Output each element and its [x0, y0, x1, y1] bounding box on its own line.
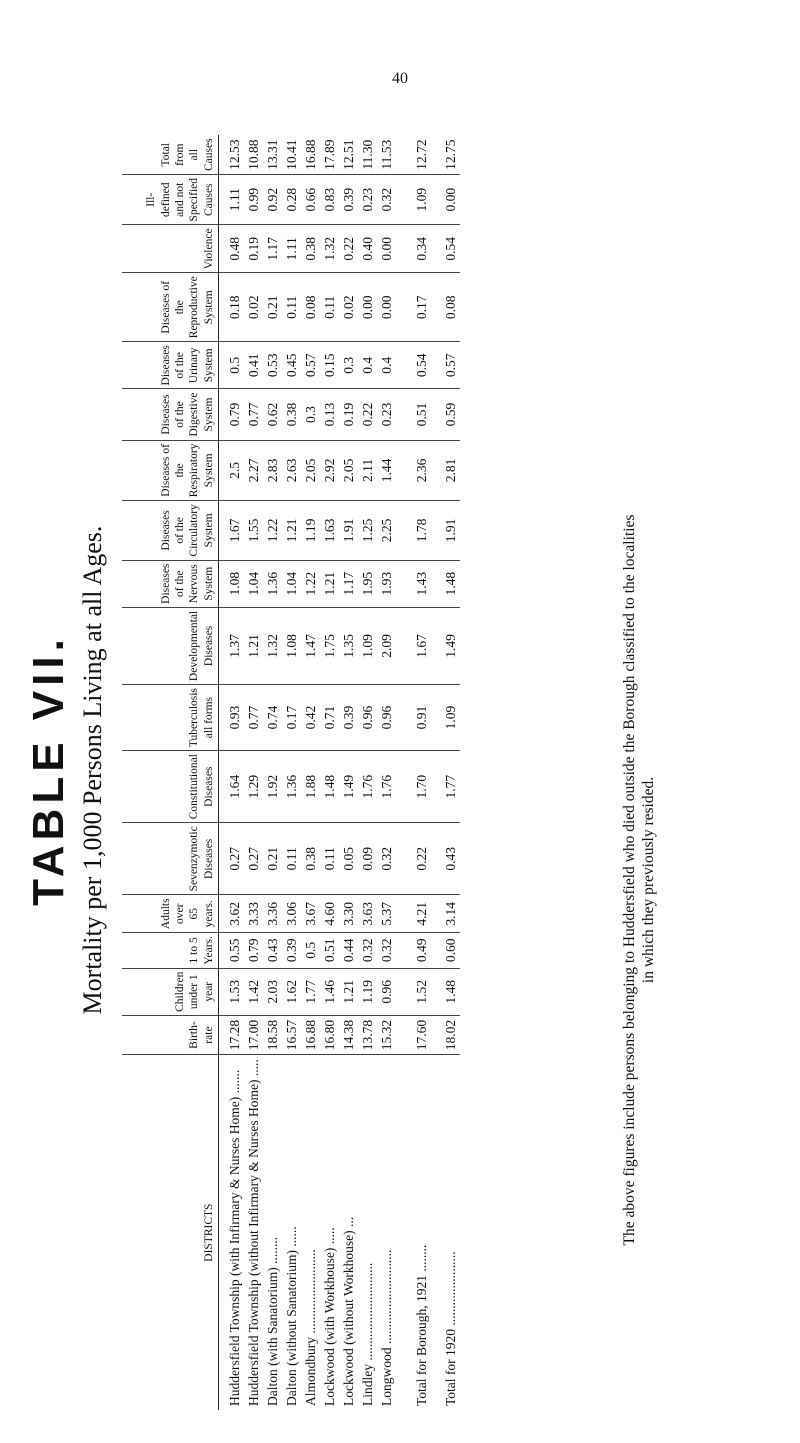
- column-header: Children under 1 year: [122, 968, 219, 1015]
- rate-cell: 0.09: [358, 823, 377, 895]
- rate-cell: 1.49: [339, 751, 358, 823]
- district-row: [377, 135, 396, 1410]
- district-name: Lockwood (with Workhouse) .....: [321, 1227, 337, 1406]
- header-row: [122, 135, 219, 1410]
- rate-cell: 3.63: [358, 895, 377, 933]
- rate-cell: 1.77: [301, 968, 320, 1015]
- districts-header: DISTRICTS: [122, 1055, 219, 1410]
- rate-cell: 1.09: [402, 175, 431, 225]
- column-header: Adults over 65 years.: [122, 895, 219, 933]
- district-name: Lockwood (without Workhouse) ...: [340, 1216, 356, 1406]
- rate-cell: 16.88: [301, 1015, 320, 1054]
- rate-cell: 1.08: [282, 607, 301, 684]
- rate-cell: 0.22: [402, 823, 431, 895]
- rate-cell: 1.67: [402, 607, 431, 684]
- rate-cell: 0.02: [339, 273, 358, 342]
- rate-cell: 0.53: [263, 342, 282, 389]
- column-header: Diseases of the Reproductive System: [122, 273, 219, 342]
- rate-cell: 1.44: [377, 440, 396, 501]
- rate-cell: 0.38: [301, 823, 320, 895]
- rate-cell: 0.21: [263, 273, 282, 342]
- rate-cell: 18.58: [263, 1015, 282, 1054]
- rate-cell: 0.57: [301, 342, 320, 389]
- rate-cell: 12.53: [219, 135, 245, 174]
- district-name: Huddersfield Township (with Infirmary & Nurses Home) .......: [226, 1069, 242, 1406]
- district-row: [263, 135, 282, 1410]
- rate-cell: 0.00: [358, 273, 377, 342]
- rate-cell: 12.75: [431, 135, 460, 174]
- district-row: [320, 135, 339, 1410]
- rate-cell: 0.23: [377, 389, 396, 440]
- rate-cell: 0.43: [263, 933, 282, 969]
- column-header: Constitutional Diseases: [122, 751, 219, 823]
- rate-cell: 0.83: [320, 175, 339, 225]
- footnote-line: in which they previously resided.: [640, 776, 658, 984]
- rate-cell: 1.09: [358, 607, 377, 684]
- rate-cell: 0.77: [244, 389, 263, 440]
- rate-cell: 1.76: [358, 751, 377, 823]
- rate-cell: 0.5: [301, 933, 320, 969]
- footnote-line: The above figures include persons belonging to Huddersfield who died outside the Borough classified to the localities: [621, 514, 638, 1246]
- rate-cell: 1.43: [402, 560, 431, 607]
- rate-cell: 1.76: [377, 751, 396, 823]
- rate-cell: 2.05: [301, 440, 320, 501]
- rate-cell: 13.31: [263, 135, 282, 174]
- rate-cell: 0.4: [377, 342, 396, 389]
- rate-cell: 0.71: [320, 685, 339, 751]
- rate-cell: 1.52: [402, 968, 431, 1015]
- footnote: [620, 350, 659, 1410]
- rate-cell: 0.93: [219, 685, 245, 751]
- table-title: TABLE VII.: [24, 634, 73, 906]
- total-row: [431, 135, 460, 1410]
- rate-cell: 0.40: [358, 225, 377, 273]
- rate-cell: 0.43: [431, 823, 460, 895]
- rate-cell: 2.63: [282, 440, 301, 501]
- rate-cell: 0.96: [377, 968, 396, 1015]
- page-number: 40: [392, 70, 408, 87]
- rate-cell: 1.32: [320, 225, 339, 273]
- rate-cell: 0.91: [402, 685, 431, 751]
- rate-cell: 1.04: [282, 560, 301, 607]
- column-header: Diseases of the Urinary System: [122, 342, 219, 389]
- rate-cell: 0.08: [301, 273, 320, 342]
- rate-cell: 11.53: [377, 135, 396, 174]
- district-name: Huddersfield Township (without Infirmary & Nurses Home) .....: [245, 1059, 261, 1406]
- rate-cell: 0.23: [358, 175, 377, 225]
- rate-cell: 0.42: [301, 685, 320, 751]
- rate-cell: 2.03: [263, 968, 282, 1015]
- rate-cell: 0.77: [244, 685, 263, 751]
- rate-cell: 0.55: [219, 933, 245, 969]
- rate-cell: 1.17: [263, 225, 282, 273]
- rate-cell: 1.21: [320, 560, 339, 607]
- rate-cell: 1.93: [377, 560, 396, 607]
- rate-cell: 0.59: [431, 389, 460, 440]
- rate-cell: 2.09: [377, 607, 396, 684]
- rate-cell: 0.27: [219, 823, 245, 895]
- rotated-table-page: [20, 120, 720, 1420]
- rate-cell: 1.95: [358, 560, 377, 607]
- district-name: Almondbury .........................: [302, 1249, 318, 1406]
- rate-cell: 0.32: [358, 933, 377, 969]
- rate-cell: 1.48: [320, 751, 339, 823]
- rate-cell: 0.54: [402, 342, 431, 389]
- rate-cell: 0.57: [431, 342, 460, 389]
- rate-cell: 17.60: [402, 1015, 431, 1054]
- rate-cell: 0.17: [402, 273, 431, 342]
- rate-cell: 0.3: [301, 389, 320, 440]
- rate-cell: 1.11: [219, 175, 245, 225]
- rate-cell: 0.39: [339, 685, 358, 751]
- rate-cell: 2.81: [431, 440, 460, 501]
- rate-cell: 1.19: [301, 501, 320, 560]
- rate-cell: 1.49: [431, 607, 460, 684]
- rate-cell: 1.75: [320, 607, 339, 684]
- district-row: [219, 135, 245, 1410]
- rate-cell: 0.51: [320, 933, 339, 969]
- rate-cell: 2.36: [402, 440, 431, 501]
- column-header: Developmental Diseases: [122, 607, 219, 684]
- rate-cell: 1.64: [219, 751, 245, 823]
- rate-cell: 1.37: [219, 607, 245, 684]
- rate-cell: 2.25: [377, 501, 396, 560]
- district-name: Total for Borough, 1921 ........: [413, 1244, 429, 1406]
- rate-cell: 10.88: [244, 135, 263, 174]
- rate-cell: 0.54: [431, 225, 460, 273]
- rate-cell: 1.91: [339, 501, 358, 560]
- rate-cell: 1.46: [320, 968, 339, 1015]
- rate-cell: 3.14: [431, 895, 460, 933]
- rate-cell: 0.62: [263, 389, 282, 440]
- rate-cell: 1.21: [282, 501, 301, 560]
- rate-cell: 13.78: [358, 1015, 377, 1054]
- column-header: Sevenzymotic Diseases: [122, 823, 219, 895]
- column-header: Diseases of the Digestive System: [122, 389, 219, 440]
- column-header: Ill-defined and not Specified Causes: [122, 175, 219, 225]
- district-name: Dalton (with Sanatorium) ........: [264, 1236, 280, 1406]
- total-row: [402, 135, 431, 1410]
- district-name: Lindley .............................: [359, 1262, 375, 1406]
- rate-cell: 1.63: [320, 501, 339, 560]
- rate-cell: 17.28: [219, 1015, 245, 1054]
- rate-cell: 1.47: [301, 607, 320, 684]
- rate-cell: 0.11: [320, 823, 339, 895]
- rate-cell: 3.33: [244, 895, 263, 933]
- rate-cell: 1.36: [282, 751, 301, 823]
- mortality-table: [122, 135, 460, 1410]
- rate-cell: 0.45: [282, 342, 301, 389]
- district-row: [301, 135, 320, 1410]
- district-row: [282, 135, 301, 1410]
- rate-cell: 11.30: [358, 135, 377, 174]
- rate-cell: 0.48: [219, 225, 245, 273]
- column-header: Diseases of the Nervous System: [122, 560, 219, 607]
- rate-cell: 1.32: [263, 607, 282, 684]
- rate-cell: 0.3: [339, 342, 358, 389]
- rate-cell: 0.96: [377, 685, 396, 751]
- rate-cell: 12.72: [402, 135, 431, 174]
- column-header: Birth-rate: [122, 1015, 219, 1054]
- rate-cell: 0.08: [431, 273, 460, 342]
- column-header: Diseases of the Circulatory System: [122, 501, 219, 560]
- rate-cell: 1.36: [263, 560, 282, 607]
- rate-cell: 0.49: [402, 933, 431, 969]
- rate-cell: 0.17: [282, 685, 301, 751]
- rate-cell: 1.21: [339, 968, 358, 1015]
- rate-cell: 3.67: [301, 895, 320, 933]
- rate-cell: 17.00: [244, 1015, 263, 1054]
- rate-cell: 0.22: [339, 225, 358, 273]
- rate-cell: 0.11: [320, 273, 339, 342]
- table-subtitle: Mortality per 1,000 Persons Living at all Ages.: [78, 525, 107, 1015]
- rate-cell: 0.92: [263, 175, 282, 225]
- rate-cell: 0.00: [431, 175, 460, 225]
- rate-cell: 0.32: [377, 175, 396, 225]
- column-header: Tuberculosis all forms: [122, 685, 219, 751]
- rate-cell: 2.92: [320, 440, 339, 501]
- rate-cell: 1.17: [339, 560, 358, 607]
- rate-cell: 0.41: [244, 342, 263, 389]
- rate-cell: 1.62: [282, 968, 301, 1015]
- rate-cell: 0.22: [358, 389, 377, 440]
- rate-cell: 1.53: [219, 968, 245, 1015]
- rate-cell: 1.67: [219, 501, 245, 560]
- rate-cell: 0.00: [377, 273, 396, 342]
- rate-cell: 1.48: [431, 560, 460, 607]
- district-row: [358, 135, 377, 1410]
- rate-cell: 14.38: [339, 1015, 358, 1054]
- rate-cell: 1.70: [402, 751, 431, 823]
- district-name: Longwood ............................: [378, 1249, 394, 1406]
- rate-cell: 0.13: [320, 389, 339, 440]
- rate-cell: 10.41: [282, 135, 301, 174]
- rate-cell: 17.89: [320, 135, 339, 174]
- rate-cell: 1.78: [402, 501, 431, 560]
- rate-cell: 12.51: [339, 135, 358, 174]
- column-header: Violence: [122, 225, 219, 273]
- rate-cell: 4.21: [402, 895, 431, 933]
- rate-cell: 0.00: [377, 225, 396, 273]
- rate-cell: 2.5: [219, 440, 245, 501]
- rate-cell: 0.99: [244, 175, 263, 225]
- rate-cell: 0.05: [339, 823, 358, 895]
- rate-cell: 3.62: [219, 895, 245, 933]
- rate-cell: 1.08: [219, 560, 245, 607]
- rate-cell: 1.11: [282, 225, 301, 273]
- rate-cell: 15.32: [377, 1015, 396, 1054]
- rate-cell: 1.88: [301, 751, 320, 823]
- rate-cell: 1.22: [301, 560, 320, 607]
- rate-cell: 4.60: [320, 895, 339, 933]
- rate-cell: 0.34: [402, 225, 431, 273]
- rate-cell: 0.4: [358, 342, 377, 389]
- rate-cell: 0.21: [263, 823, 282, 895]
- rate-cell: 16.57: [282, 1015, 301, 1054]
- rate-cell: 1.77: [431, 751, 460, 823]
- rate-cell: 0.96: [358, 685, 377, 751]
- rate-cell: 0.19: [339, 389, 358, 440]
- rate-cell: 2.11: [358, 440, 377, 501]
- rate-cell: 1.22: [263, 501, 282, 560]
- district-name: Total for 1920 ......................: [442, 1251, 458, 1406]
- rate-cell: 0.02: [244, 273, 263, 342]
- rate-cell: 16.80: [320, 1015, 339, 1054]
- rate-cell: 0.79: [219, 389, 245, 440]
- district-row: [244, 135, 263, 1410]
- rate-cell: 2.27: [244, 440, 263, 501]
- column-header: 1 to 5 Years.: [122, 933, 219, 969]
- rate-cell: 1.29: [244, 751, 263, 823]
- rate-cell: 1.21: [244, 607, 263, 684]
- district-row: [339, 135, 358, 1410]
- rate-cell: 0.39: [339, 175, 358, 225]
- rate-cell: 1.25: [358, 501, 377, 560]
- rate-cell: 0.38: [282, 389, 301, 440]
- rate-cell: 0.18: [219, 273, 245, 342]
- rate-cell: 0.27: [244, 823, 263, 895]
- rate-cell: 0.32: [377, 933, 396, 969]
- rate-cell: 18.02: [431, 1015, 460, 1054]
- rate-cell: 0.5: [219, 342, 245, 389]
- rate-cell: 3.06: [282, 895, 301, 933]
- district-name: Dalton (without Sanatorium) ......: [283, 1226, 299, 1406]
- rate-cell: 16.88: [301, 135, 320, 174]
- rate-cell: 0.11: [282, 273, 301, 342]
- rate-cell: 0.60: [431, 933, 460, 969]
- rate-cell: 0.32: [377, 823, 396, 895]
- rate-cell: 2.83: [263, 440, 282, 501]
- rate-cell: 1.48: [431, 968, 460, 1015]
- rate-cell: 0.19: [244, 225, 263, 273]
- rate-cell: 0.44: [339, 933, 358, 969]
- rate-cell: 1.09: [431, 685, 460, 751]
- rate-cell: 0.74: [263, 685, 282, 751]
- rate-cell: 3.30: [339, 895, 358, 933]
- rate-cell: 1.55: [244, 501, 263, 560]
- column-header: Diseases of the Respiratory System: [122, 440, 219, 501]
- rate-cell: 1.42: [244, 968, 263, 1015]
- rate-cell: 0.38: [301, 225, 320, 273]
- rate-cell: 0.15: [320, 342, 339, 389]
- rate-cell: 0.28: [282, 175, 301, 225]
- rate-cell: 1.19: [358, 968, 377, 1015]
- rate-cell: 5.37: [377, 895, 396, 933]
- column-header: Total from all Causes: [122, 135, 219, 174]
- rate-cell: 0.11: [282, 823, 301, 895]
- rate-cell: 1.04: [244, 560, 263, 607]
- rate-cell: 3.36: [263, 895, 282, 933]
- rate-cell: 1.91: [431, 501, 460, 560]
- rate-cell: 0.66: [301, 175, 320, 225]
- rate-cell: 2.05: [339, 440, 358, 501]
- table-body: [219, 135, 461, 1410]
- rate-cell: 1.92: [263, 751, 282, 823]
- rate-cell: 1.35: [339, 607, 358, 684]
- rate-cell: 0.51: [402, 389, 431, 440]
- rate-cell: 0.39: [282, 933, 301, 969]
- rate-cell: 0.79: [244, 933, 263, 969]
